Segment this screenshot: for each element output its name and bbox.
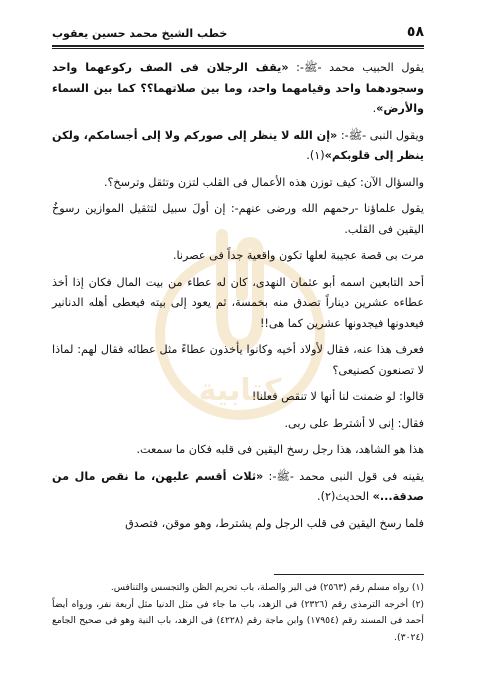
quoted-hadith: «ثلاث أقسم عليهن، ما نقص مال من صدقة...» [52,469,424,503]
text-run: أحد التابعين اسمه أبو عثمان النهدى، كان له عطاء من بيت المال فكان إذا أخذ عطاءه عشرين ديناراً تصدق منه بخمسة، ثم يعود إلى بيته فيعطى أهله الدنانير فيعدونها فيجدونها عشرين كما هى!! [52,275,424,330]
text-run: والسؤال الآن: كيف توزن هذه الأعمال فى القلب لتزن وتثقل وترسخ؟. [103,175,424,189]
footnote: (١) رواه مسلم رقم (٢٥٦٣) فى البر والصلة، باب تحريم الظن والتجسس والتنافس. [110,582,424,593]
header-rule [52,45,424,47]
paragraph [52,199,424,240]
paragraph [52,173,424,194]
paragraph [52,467,424,508]
text-run: قالوا: لو ضمنت لنا أنها لا تنقص فعلنا! [251,390,424,403]
svg-text:كتابية: كتابية [198,373,282,408]
body-text [52,58,424,540]
paragraph [52,440,424,461]
quoted-hadith: «يقف الرجلان فى الصف ركوعهما واحد وسجودهما واحد وقيامهما واحد، وما بين صلاتهما؟؟ كما بين السماء والأرض» [52,61,424,115]
paragraph [52,246,424,267]
paragraph [52,414,424,435]
text-run: يقينه فى قول النبى محمد -ﷺ-: [263,469,424,483]
text-run: . [372,102,377,115]
footnotes [52,580,424,646]
text-run: ويقول النبى -ﷺ-: [337,128,425,142]
text-run: مرت بى قصة عجيبة لعلها تكون واقعية جداً فى عصرنا. [172,249,424,262]
header-rule-thin [52,48,424,49]
page-number: ٥٨ [406,24,424,40]
footnote-separator [274,574,424,575]
footnote: (٢) أخرجه الترمذى رقم (٢٣٢٦) فى الزهد، باب ما جاء فى مثل الدنيا مثل أربعة نفر، ورواه أيضاً أحمد فى المسند رقم (١٧٩٥٤) وابن ماجة رقم (٤٢٢٨) فى الزهد، باب النية وهو فى صحيح الجامع (٣٠٢٤). [52,598,424,643]
quoted-hadith: «إن الله لا ينظر إلى صوركم ولا إلى أجسامكم، ولكن ينظر إلى قلوبكم» [52,128,424,162]
text-run: فقال: إنى لا أشترط على ربى. [284,416,424,430]
text-run: (١). [306,149,325,162]
paragraph [52,514,424,535]
paragraph [52,58,424,120]
paragraph [52,273,424,335]
text-run: يقول علماؤنا -رحمهم الله ورضى عنهم-: إن أولَ سبيل لتثقيل الموازين رسوخُ اليقين فى القلب. [52,202,424,236]
book-title: خطب الشيخ محمد حسين يعقوب [52,27,228,40]
page-header [52,18,424,40]
paragraph [52,126,424,167]
text-run: هذا هو الشاهد، هذا رجل رسخ اليقين فى قلبه فكان ما سمعت. [136,443,424,456]
paragraph [52,387,424,408]
text-run: يقول الحبيب محمد -ﷺ-: [288,61,424,74]
paragraph [52,340,424,381]
text-run: الحديث(٢). [317,490,373,503]
text-run: فعرف هذا عنه، فقال لأولاد أخيه وكانوا يأخذون عطاءً مثل عطائه فقال لهم: لماذا لا تصنعون كصنيعى؟ [52,343,424,377]
text-run: فلما رسخ اليقين فى قلب الرجل ولم يشترط، وهو موقن، فتصدق [125,516,424,530]
